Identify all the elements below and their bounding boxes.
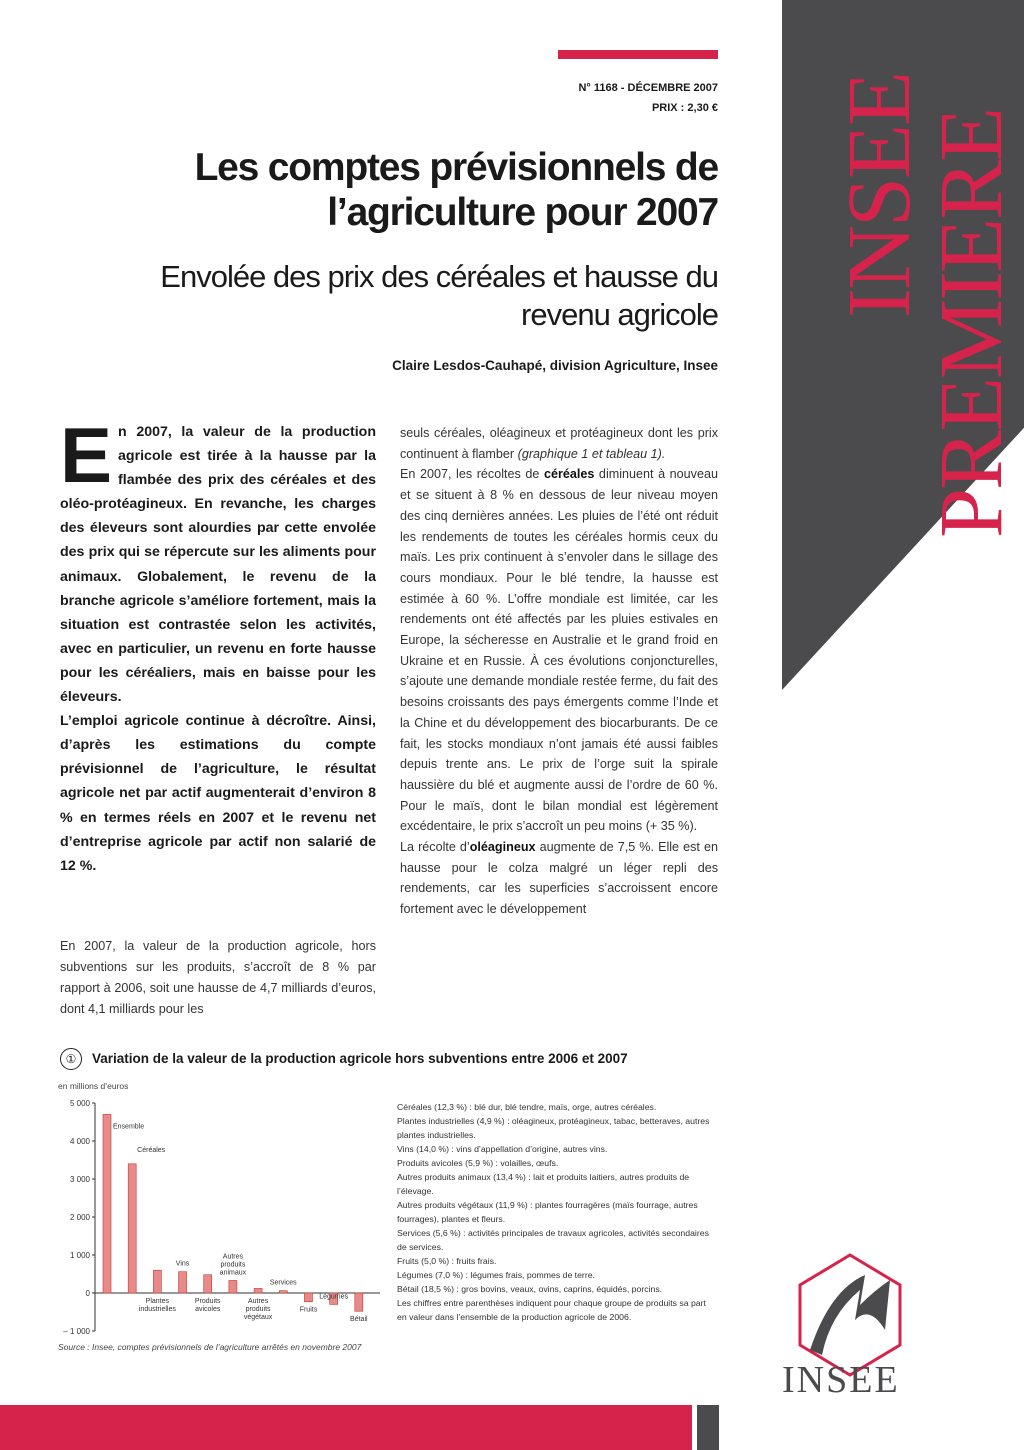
bar-3 bbox=[179, 1272, 187, 1293]
figure-legend bbox=[397, 1100, 715, 1324]
bar-1 bbox=[128, 1164, 136, 1293]
lead-paragraph-2: L’emploi agricole continue à décroître. Ainsi, d’après les estimations du compte prévisionnel de l’agriculture, le résultat agricole net par actif augmenterait d’environ 8 % en termes réels en 2007 et le revenu net d’entreprise agricole par actif non salarié de 12 %. bbox=[60, 713, 376, 874]
legend-item: Vins (14,0 %) : vins d’appellation d’origine, autres vins. bbox=[397, 1144, 608, 1154]
bar-2 bbox=[153, 1270, 161, 1293]
legend-item: Bétail (18,5 %) : gros bovins, veaux, ovins, caprins, équidés, porcins. bbox=[397, 1284, 663, 1294]
legend-item: Produits avicoles (5,9 %) : volailles, œufs. bbox=[397, 1158, 559, 1168]
body-column-2 bbox=[400, 423, 718, 920]
legend-item: Légumes (7,0 %) : légumes frais, pommes de terre. bbox=[397, 1270, 595, 1280]
lead-paragraph-1: n 2007, la valeur de la production agricole est tirée à la hausse par la flambée des prix des céréales et des oléo-protéagineux. En revanche, les charges des éleveurs sont alourdies par cette envolée des prix qui se répercute sur les aliments pour animaux. Globalement, le revenu de la branche agricole s’améliore fortement, mais la situation est contrastée selon les activités, avec en particulier, un revenu en forte hausse pour les céréaliers, mais en baisse pour les éleveurs. bbox=[60, 424, 376, 706]
bar-label: Vins bbox=[175, 1260, 190, 1268]
body-column-1 bbox=[60, 936, 376, 1020]
legend-item: Les chiffres entre parenthèses indiquent pour chaque groupe de produits sa part en valeur dans l’ensemble de la production agricole de 2006. bbox=[397, 1298, 706, 1322]
bar-label: Services bbox=[269, 1279, 297, 1287]
drop-cap: E bbox=[60, 411, 113, 499]
issue-price: PRIX : 2,30 € bbox=[651, 102, 718, 114]
body-paragraph: En 2007, la valeur de la production agricole, hors subventions sur les produits, s’accroît de 8 % par rapport à 2006, soit une hausse de 4,7 milliards d’euros, dont 4,1 milliards pour les bbox=[60, 939, 376, 1016]
bar-8 bbox=[304, 1293, 312, 1302]
body-paragraph-3: La récolte d’oléagineux augmente de 7,5 %. Elle est en hausse pour le colza malgré un léger repli des rendements, car les superficies s’accroissent encore fortement avec le développement bbox=[400, 840, 718, 917]
legend-item: Autres produits végétaux (11,9 %) : plantes fourragères (maïs fourrage, autres fourrages), plantes et fleurs. bbox=[397, 1200, 698, 1224]
legend-item: Services (5,6 %) : activités principales de travaux agricoles, activités secondaires de services. bbox=[397, 1228, 709, 1252]
banner-word-premiere: PREMIERE bbox=[922, 108, 1021, 538]
banner-word-insee: INSEE bbox=[830, 73, 929, 318]
legend-item: Fruits (5,0 %) : fruits frais. bbox=[397, 1256, 497, 1266]
page-title: Les comptes prévisionnels de l’agriculture pour 2007 bbox=[194, 146, 718, 234]
bar-5 bbox=[229, 1280, 237, 1293]
figure-reference: (graphique 1 et tableau 1). bbox=[517, 446, 666, 461]
legend-item: Céréales (12,3 %) : blé dur, blé tendre, maïs, orge, autres céréales. bbox=[397, 1102, 657, 1112]
bar-label: Céréales bbox=[137, 1146, 166, 1154]
page-subtitle: Envolée des prix des céréales et hausse du revenu agricole bbox=[160, 259, 718, 332]
top-accent-rule bbox=[558, 50, 718, 59]
bar-10 bbox=[355, 1293, 363, 1311]
bar-label: Autres produits animaux bbox=[219, 1253, 247, 1277]
legend-item: Plantes industrielles (4,9 %) : oléagineux, protéagineux, tabac, betteraves, autres plantes industrielles. bbox=[397, 1116, 710, 1140]
bar-chart bbox=[40, 1076, 400, 1346]
y-tick-label: 4 000 bbox=[69, 1137, 90, 1146]
bottom-gray-bar bbox=[697, 1405, 719, 1450]
bar-0 bbox=[103, 1114, 111, 1293]
y-tick-label: 0 bbox=[85, 1289, 90, 1298]
body-paragraph-1: seuls céréales, oléagineux et protéagineux dont les prix continuent à flamber (graphique 1 et tableau 1). bbox=[400, 426, 718, 461]
body-paragraph-2: En 2007, les récoltes de céréales diminuent à nouveau et se situent à 8 % en dessous de leur niveau moyen des cinq dernières années. Les pluies de l’été ont réduit les rendements de toutes les céréales hormis ceux du maïs. Les prix continuent à s’envoler dans le sillage des cours mondiaux. Pour le blé tendre, la hausse est estimée à 60 %. L’offre mondiale est limitée, car les rendements ont été affectés par les pluies estivales en Europe, la sécheresse en Australie et le grand froid en Ukraine et en Russie. À ces évolutions conjoncturelles, s’ajoute une demande mondiale restée ferme, du fait des besoins croissants des pays émergents comme l’Inde et la Chine et du développement des biocarburants. De ce fait, les stocks mondiaux n’ont jamais été aussi faibles depuis trente ans. Le prix de l’orge suit la spirale haussière du blé et augmente aussi de l’ordre de 60 %. Pour le maïs, dont le bilan mondial est légèrement excédentaire, le prix s’accroît un peu moins (+ 35 %). bbox=[400, 467, 718, 834]
figure-title: Variation de la valeur de la production agricole hors subventions entre 2006 et 2007 bbox=[92, 1051, 628, 1066]
bottom-accent-bar bbox=[0, 1405, 692, 1450]
bar-7 bbox=[279, 1291, 287, 1293]
lead-summary bbox=[60, 411, 376, 878]
bar-label: Fruits bbox=[299, 1306, 318, 1314]
bar-label: Bétail bbox=[350, 1316, 368, 1324]
figure-number: ① bbox=[60, 1048, 82, 1070]
legend-item: Autres produits animaux (13,4 %) : lait et produits laitiers, autres produits de l’élevage. bbox=[397, 1172, 690, 1196]
y-tick-label: 2 000 bbox=[69, 1213, 90, 1222]
y-tick-label: 5 000 bbox=[69, 1099, 90, 1108]
bar-label: Plantes industrielles bbox=[138, 1298, 176, 1313]
bar-label: Produits avicoles bbox=[194, 1298, 221, 1313]
y-tick-label: – 1 000 bbox=[63, 1327, 90, 1336]
bar-label: Autres produits végétaux bbox=[243, 1298, 273, 1321]
bar-label: Légumes bbox=[319, 1293, 349, 1301]
y-tick-label: 1 000 bbox=[69, 1251, 90, 1260]
bar-4 bbox=[204, 1275, 212, 1293]
y-tick-label: 3 000 bbox=[69, 1175, 90, 1184]
bar-label: Ensemble bbox=[113, 1123, 145, 1131]
figure-source: Source : Insee, comptes prévisionnels de l’agriculture arrêtés en novembre 2007 bbox=[58, 1342, 362, 1352]
bar-6 bbox=[254, 1288, 262, 1293]
issue-number: N° 1168 - DÉCEMBRE 2007 bbox=[578, 82, 718, 94]
chart-unit-label: en millions d’euros bbox=[58, 1081, 129, 1091]
insee-logo-word: INSEE bbox=[782, 1359, 900, 1401]
author-line: Claire Lesdos-Cauhapé, division Agriculture, Insee bbox=[392, 358, 718, 373]
